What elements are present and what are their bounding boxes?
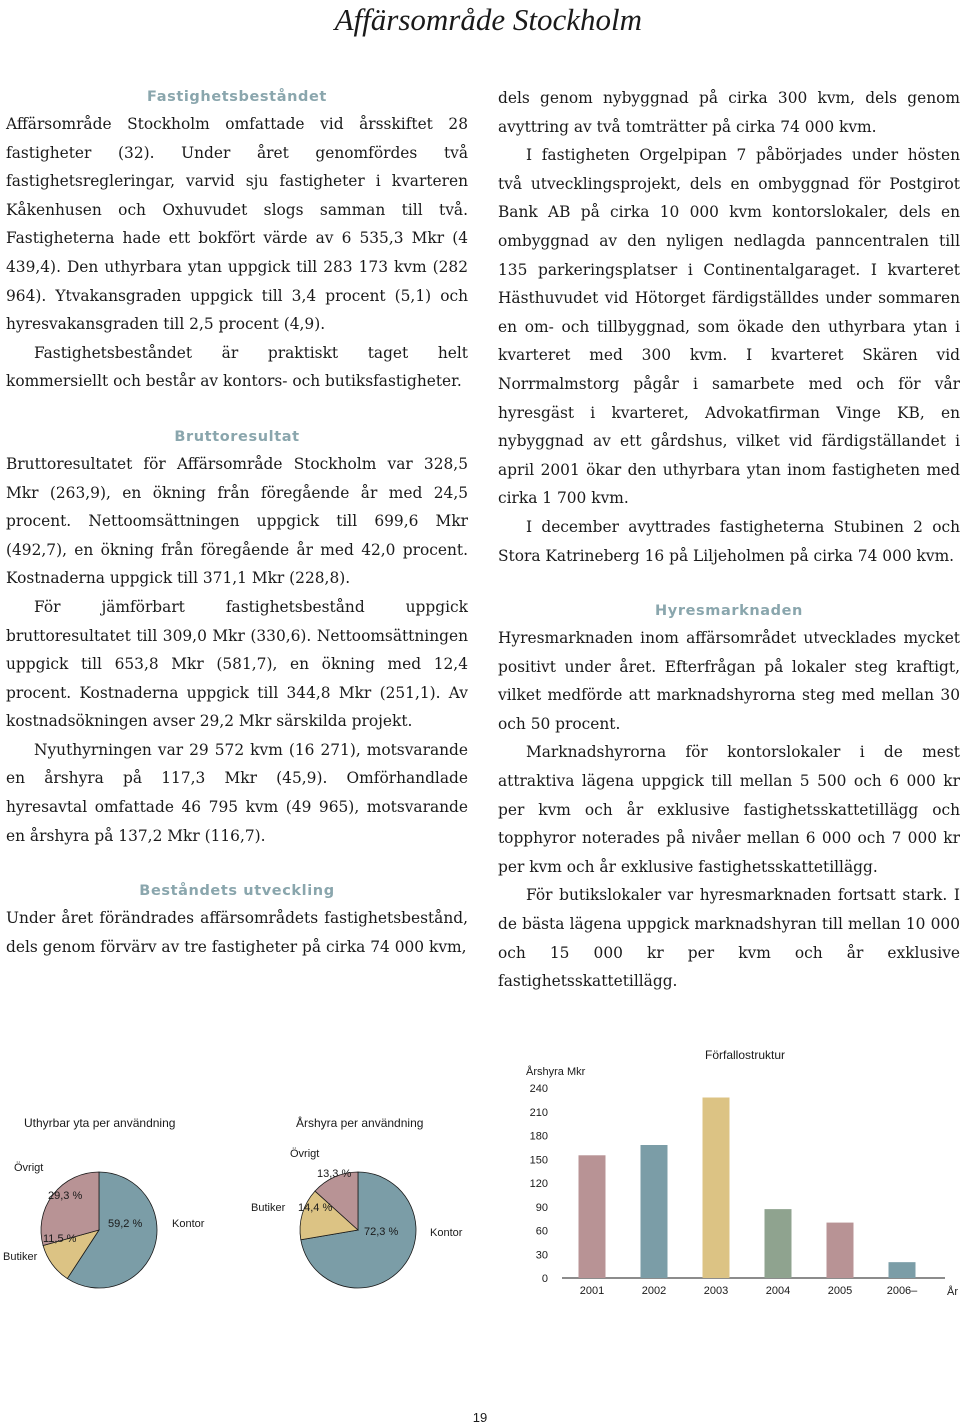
- paragraph: Affärsområde Stockholm omfattade vid årsskiftet 28 fastigheter (32). Under året genomfördes två fastighetsregleringar, varvid sju fastigheter i kvarteren Kåkenhusen och Oxhuvudet slogs samman till två. Fastigheterna hade ett bokfört värde av 6 535,3 Mkr (4 439,4). Den uthyrbara ytan uppgick till 283 173 kvm (282 964). Ytvakansgraden uppgick till 3,4 procent (5,1) och hyresvakansgraden till 2,5 procent (4,9).: [6, 115, 468, 334]
- slice-value-label: 14,4 %: [298, 1202, 333, 1214]
- slice-category-label: Övrigt: [14, 1162, 44, 1174]
- slice-category-label: Kontor: [172, 1218, 205, 1230]
- section-heading: Fastighetsbeståndet: [147, 89, 327, 105]
- x-tick-label: 2003: [703, 1285, 729, 1297]
- chart-title: Förfallostruktur: [705, 1048, 786, 1062]
- paragraph: Under året förändrades affärsområdets fastighetsbestånd, dels genom förvärv av tre fastigheter på cirka 74 000 kvm,: [6, 909, 468, 956]
- paragraph: För jämförbart fastighetsbestånd uppgick bruttoresultatet till 309,0 Mkr (330,6). Nettoomsättningen uppgick till 653,8 Mkr (581,7), en ökning med 12,4 procent. Kostnaderna uppgick till 344,8 Mkr (251,1). Av kostnadsökningen avser 29,2 Mkr särskilda projekt.: [6, 597, 468, 731]
- paragraph: För butikslokaler var hyresmarknaden fortsatt stark. I de bästa lägena uppgick marknadshyran till mellan 10 000 och 15 000 kr per kvm och år exklusive fastighetsskattetillägg.: [498, 886, 960, 991]
- bar-chart-area: [500, 1040, 960, 1310]
- slice-category-label: Butiker: [251, 1202, 286, 1214]
- paragraph: I fastigheten Orgelpipan 7 påbörjades under hösten två utvecklingsprojekt, dels en ombyggnad för Postgirot Bank AB på cirka 10 000 kvm kontorslokaler, dels en ombyggnad av den nyligen nedlagda panncentralen till 135 parkeringsplatser i Continentalgaraget. I kvarteret Hästhuvudet vid Hötorget färdigställdes under sommaren en om- och tillbyggnad, som ökade den uthyrbara ytan i kvarteret med 300 kvm. I kvarteret Skären vid Norrmalmstorg pågår i samarbete med och för vår hyresgäst i kvarteret, Advokatfirman Vinge KB, en nybyggnad av ett gårdshus, vilket vid färdigställandet i april 2001 ökar den uthyrbara ytan inom fastigheten med cirka 1 700 kvm.: [498, 146, 960, 508]
- right-column: [498, 84, 960, 996]
- y-tick-label: 30: [535, 1249, 548, 1262]
- section-heading: Hyresmarknaden: [655, 603, 803, 620]
- y-tick-label: 180: [529, 1130, 548, 1143]
- paragraph: Nyuthyrningen var 29 572 kvm (16 271), motsvarande en årshyra på 117,3 Mkr (45,9). Omförhandlade hyresavtal omfattade 46 795 kvm (49 965), motsvarande en årshyra på 137,2 Mkr (116,7).: [6, 740, 468, 845]
- paragraph: Bruttoresultatet för Affärsområde Stockholm var 328,5 Mkr (263,9), en ökning från föregående år med 24,5 procent. Nettoomsättningen uppgick till 699,6 Mkr (492,7), en ökning från föregående år med 42,0 procent. Kostnaderna uppgick till 371,1 Mkr (228,8).: [6, 454, 468, 588]
- slice-value-label: 13,3 %: [317, 1168, 352, 1180]
- paragraph: I december avyttrades fastigheterna Stubinen 2 och Stora Katrineberg 16 på Liljeholmen på cirka 74 000 kvm.: [498, 517, 960, 565]
- paragraph: Marknadshyrorna för kontorslokaler i de mest attraktiva lägena uppgick till mellan 5 500 och 6 000 kr per kvm och år exklusive fastighetsskattetillägg och topphyror noterades på nivåer mellan 6 000 och 7 000 kr per kvm och år exklusive fastighetsskattetillägg.: [498, 743, 960, 876]
- page-title: Affärsområde Stockholm: [334, 2, 642, 37]
- slice-value-label: 59,2 %: [108, 1218, 143, 1230]
- x-tick-label: 2004: [765, 1285, 791, 1297]
- bar-2001: [579, 1155, 606, 1278]
- y-tick-label: 0: [541, 1273, 548, 1285]
- y-tick-label: 120: [529, 1178, 548, 1190]
- x-tick-label: 2001: [579, 1285, 605, 1297]
- slice-value-label: 29,3 %: [48, 1190, 83, 1202]
- slice-category-label: Kontor: [430, 1227, 463, 1239]
- bar-2002: [641, 1145, 668, 1278]
- chart-title: Årshyra per användning: [296, 1116, 424, 1130]
- y-axis-label: Årshyra Mkr: [526, 1066, 586, 1078]
- bar-2004: [765, 1209, 792, 1278]
- paragraph: Hyresmarknaden inom affärsområdet utvecklades mycket positivt under året. Efterfrågan på lokaler steg kraftigt, vilket medförde att marknadshyrorna steg med mellan 30 och 50 procent.: [498, 629, 960, 733]
- paragraph: Fastighetsbeståndet är praktiskt taget helt kommersiellt och består av kontors- och butiksfastigheter.: [6, 343, 468, 391]
- slice-value-label: 11,5 %: [43, 1233, 77, 1245]
- y-tick-label: 210: [529, 1106, 548, 1119]
- y-tick-label: 60: [535, 1225, 548, 1238]
- x-axis-label: År: [947, 1286, 958, 1298]
- pie-chart-area: [240, 1100, 480, 1290]
- y-tick-label: 240: [529, 1083, 548, 1095]
- section-heading: Beståndets utveckling: [139, 883, 335, 900]
- x-tick-label: 2006–: [886, 1285, 918, 1297]
- bar-2005: [827, 1223, 854, 1278]
- paragraph: dels genom nybyggnad på cirka 300 kvm, dels genom avyttring av två tomträtter på cirka 74 000 kvm.: [498, 89, 960, 136]
- left-column: [6, 84, 468, 961]
- pie-chart-area: [0, 1100, 230, 1290]
- y-tick-label: 90: [535, 1201, 548, 1214]
- x-tick-label: 2005: [827, 1285, 853, 1297]
- slice-category-label: Butiker: [3, 1251, 38, 1263]
- section-heading: Bruttoresultat: [174, 428, 300, 445]
- x-tick-label: 2002: [641, 1285, 667, 1297]
- chart-title: Uthyrbar yta per användning: [24, 1116, 176, 1130]
- page-number: 19: [472, 1410, 488, 1425]
- slice-value-label: 72,3 %: [364, 1226, 399, 1238]
- bar-2003: [703, 1098, 730, 1279]
- slice-category-label: Övrigt: [290, 1148, 320, 1160]
- y-tick-label: 150: [529, 1154, 548, 1167]
- bar-2006: [889, 1262, 916, 1278]
